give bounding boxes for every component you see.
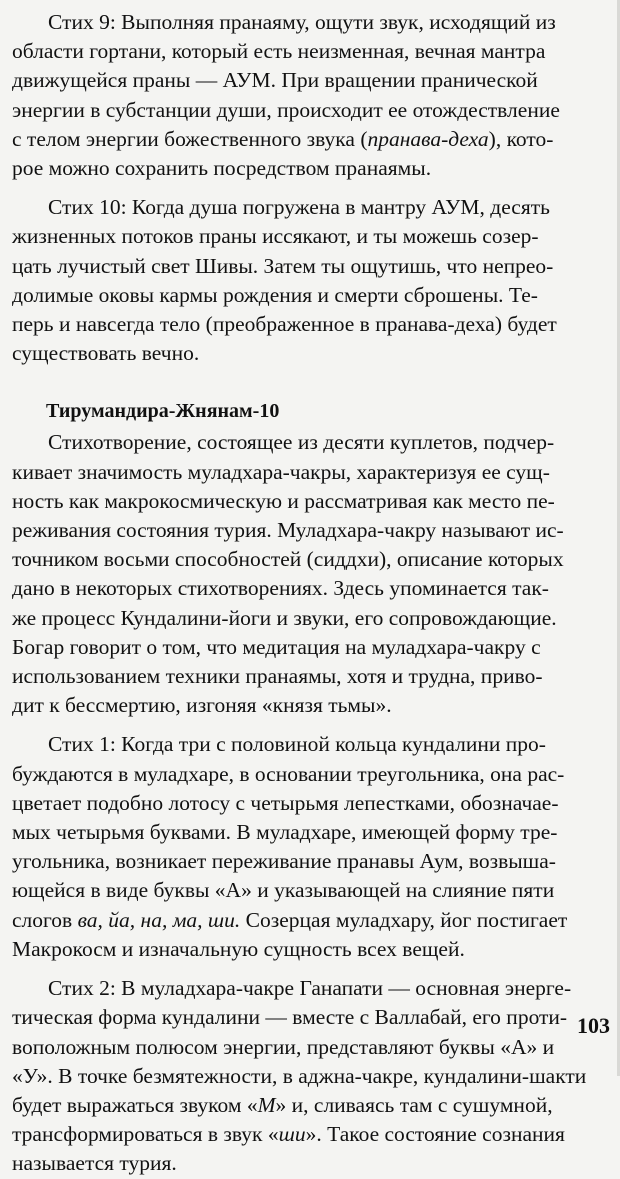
text-line: Богар говорит о том, что медитация на муладхара-чакру с [12, 634, 541, 659]
text-line: Макрокосм и изначальную сущность всех вещей. [12, 936, 465, 961]
italic-syllable: ши [278, 1122, 306, 1147]
stanza-9-paragraph [12, 8, 610, 183]
text-line: «У». В точке безмятежности, в аджна-чакре, кундалини-шакти [12, 1063, 587, 1088]
text-line: движущейся праны — АУМ. При вращении пранической [12, 68, 538, 93]
section-heading: Тирумандира-Жнянам-10 [46, 400, 280, 423]
book-page [12, 8, 610, 1179]
italic-term: пранава-деха [367, 126, 489, 151]
text-line: цать лучистый свет Шивы. Затем ты ощутишь, что непрео- [12, 253, 554, 278]
intro-paragraph [12, 428, 610, 720]
text-line: Стих 2: В муладхара-чакре Ганапати — основная энерге- [48, 976, 572, 1001]
text-line: дит к бессмертию, изгоняя «князя тьмы». [12, 693, 392, 718]
text-line: воположным полюсом энергии, представляют буквы «А» и [12, 1034, 555, 1059]
text-line: ющейся в виде буквы «А» и указывающей на слияние пяти [12, 878, 555, 903]
text-line: перь и навсегда тело (преображенное в пранава-деха) будет [12, 312, 557, 337]
text-line: угольника, возникает переживание пранавы Аум, возвыша- [12, 849, 556, 874]
text-run: » и, сливаясь там с сушумной, [275, 1092, 553, 1117]
stanza-10-paragraph [12, 193, 610, 368]
text-line: точником восьми способностей (сиддхи), описание которых [12, 547, 564, 572]
page-number: 103 [577, 1013, 610, 1038]
stanza-2-paragraph [12, 974, 610, 1178]
text-line: тическая форма кундалини — вместе с Валлабай, его проти- [12, 1005, 568, 1030]
text-line: существовать вечно. [12, 341, 200, 366]
text-line [12, 906, 610, 935]
text-line: дано в некоторых стихотворениях. Здесь упоминается так- [12, 576, 549, 601]
text-line: жизненных потоков праны иссякают, и ты можешь созер- [12, 224, 539, 249]
stanza-1-paragraph [12, 730, 610, 964]
text-line: области гортани, который есть неизменная, вечная мантра [12, 39, 546, 64]
text-line: рое можно сохранить посредством пранаямы. [12, 156, 432, 181]
text-run: слогов [12, 907, 78, 932]
text-line: Стих 9: Выполняя пранаяму, ощути звук, исходящий из [48, 10, 556, 34]
text-run: ». Такое состояние сознания [305, 1122, 565, 1147]
text-line: реживания состояния турия. Муладхара-чакру называют ис- [12, 518, 564, 543]
text-run: с телом энергии божественного звука ( [12, 126, 368, 151]
text-line: кивает значимость муладхара-чакры, характеризуя ее сущ- [12, 459, 550, 484]
text-line [12, 125, 610, 154]
text-line [12, 1091, 610, 1120]
text-line: долимые оковы кармы рождения и смерти сброшены. Те- [12, 282, 538, 307]
text-line: ность как макрокосмическую и рассматривая как место пе- [12, 488, 555, 513]
italic-syllables: ва, йа, на, ма, ши. [77, 907, 241, 932]
text-line: использованием техники пранаямы, хотя и трудна, приво- [12, 664, 543, 689]
text-line: цветает подобно лотосу с четырьмя лепестками, обозначае- [12, 790, 559, 815]
text-line: Стих 1: Когда три с половиной кольца кундалини про- [48, 732, 546, 757]
text-line: Стих 10: Когда душа погружена в мантру АУМ, десять [48, 195, 550, 220]
text-run: Созерцая муладхару, йог постигает [240, 907, 568, 932]
text-run: трансформироваться в звук « [12, 1122, 279, 1147]
italic-letter: М [257, 1092, 276, 1117]
text-line: же процесс Кундалини-йоги и звуки, его сопровождающие. [12, 605, 557, 630]
text-line: энергии в субстанции души, происходит ее отождествление [12, 97, 560, 122]
text-line: называется турия. [12, 1151, 177, 1176]
text-run: ), кото- [488, 126, 554, 151]
text-run: будет выражаться звуком « [12, 1092, 258, 1117]
text-line: мых четырьмя буквами. В муладхаре, имеющей форму тре- [12, 820, 558, 845]
text-line [12, 1120, 610, 1149]
text-line: Стихотворение, состоящее из десяти куплетов, подчер- [48, 430, 555, 455]
text-line: буждаются в муладхаре, в основании треугольника, она рас- [12, 761, 565, 786]
